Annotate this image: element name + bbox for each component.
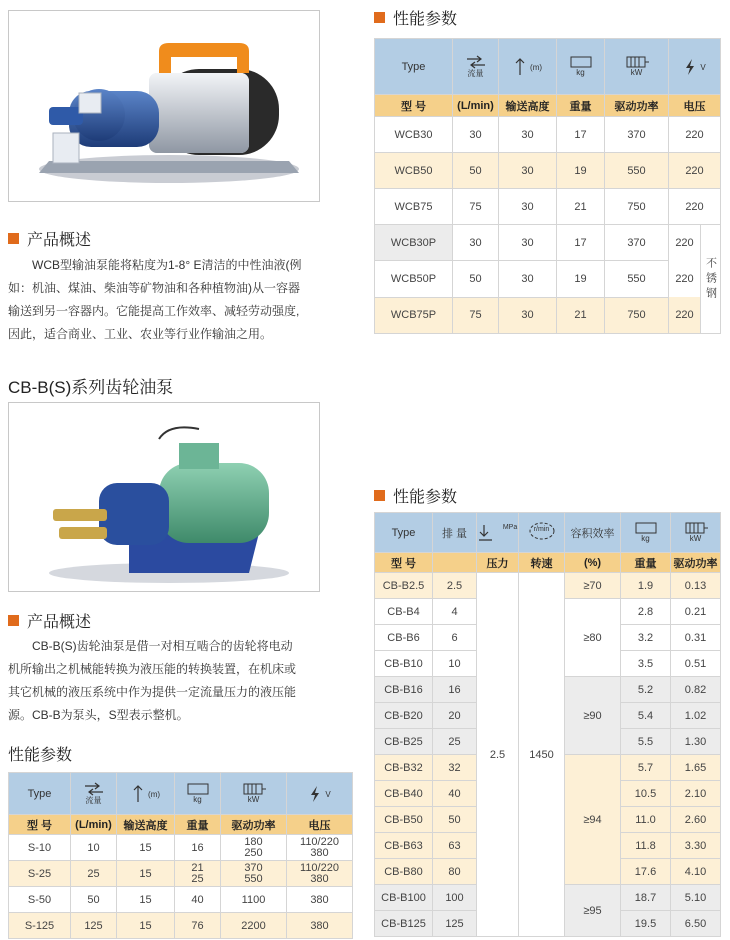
table-row: WCB50P 50 30 19 550 [375,261,721,297]
table-row: WCB50 50 30 19 550 220 [375,153,721,189]
flow-icon [465,55,487,69]
weight-icon [187,783,209,795]
header-height: (m) [499,39,557,95]
flow-icon [83,782,105,796]
wcb-pump-photo [8,10,320,202]
header-voltage: V [669,39,721,95]
header-type: Type [375,39,453,95]
table-row: WCB75P 75 30 21 750 [375,297,721,333]
table-row: CB-B4 4 ≥80 2.8 0.21 [375,599,721,625]
table-row: CB-B50 50 11.0 2.60 [375,807,721,833]
pressure-value: 2.5 [477,573,519,937]
weight-icon [570,56,592,68]
header-flow: 流量 [453,39,499,95]
cb-b-performance-table: Type 排 量 $^{MPa}$ r/min 容积效率 kg kW 型 号 压力 转速 (%) 重量 驱动功率 CB-B2.5 2.5 2.5 1450 ≥70 1.9 0.13 CB-B4 4 ≥80 2.8 0.21 CB-B6 6 3.2 0.31 CB-B10 10 3.5 0.51 CB-B16 16 ≥90 5.2 0.82 CB-B20 20 5.4 1.02 CB-B25 25 5.5 1.30 CB-B32 32 ≥94 5.7 1.65 CB-B40 40 10.5 2.10 CB-B50 50 11.0 2.60 CB-B63 63 11.8 3.30 CB-B80 80 17.6 4.10 CB-B100 100 ≥95 18.7 5.10 CB-B125 125 19.5 6.50 [374,512,721,937]
table-row: CB-B63 63 11.8 3.30 [375,833,721,859]
cb-pump-photo [8,402,320,592]
wcb-performance-title: 性能参数 [374,6,457,29]
height-arrow-icon [513,58,527,76]
table-row: S-10 10 15 16 180 250 110/220 380 [9,835,353,861]
orange-square-icon [8,233,19,244]
wcb-description: WCB型输油泵能将粘度为1-8° E清洁的中性油液(例 如：机油、煤油、柴油等矿物油和各种植物油)从一容器 输送到另一容器内。它能提高工作效率、减轻劳动强度, 因此，适合商业、工业、农业等行业作输油之用。 [8,258,302,341]
cb-b-performance-title: 性能参数 [374,484,457,507]
rotation-speed-icon: r/min [527,521,557,541]
table-row: CB-B32 32 ≥94 5.7 1.65 [375,755,721,781]
orange-square-icon [374,12,385,23]
motor-icon [625,56,649,68]
lightning-icon [683,58,697,76]
cb-pump-illustration [9,403,320,592]
weight-icon [635,522,657,534]
table-row: S-125 125 15 76 2200 380 [9,913,353,939]
header-weight: kg [557,39,605,95]
speed-value: 1450 [519,573,565,937]
table-row: CB-B16 16 ≥90 5.2 0.82 [375,677,721,703]
table-row: CB-B6 6 3.2 0.31 [375,625,721,651]
header-power: kW [605,39,669,95]
table-row: S-25 25 15 21 25 370 550 110/220 380 [9,861,353,887]
table-row: CB-B2.5 2.5 2.5 1450 ≥70 1.9 0.13 [375,573,721,599]
s-series-performance-title: 性能参数 [8,747,73,764]
pressure-icon [478,524,500,542]
table-row: S-50 50 15 40 1100 380 [9,887,353,913]
lightning-icon [308,785,322,803]
cb-description: CB-B(S)齿轮油泵是借一对相互啮合的齿轮将电动 机所输出之机械能转换为液压能的转换装置，在机床或 其它机械的液压系统中作为提供一定流量压力的液压能 源。CB-B为泵头，S型表示整机。 [8,639,297,722]
motor-icon [242,783,266,795]
wcb-pump-illustration [9,11,320,202]
cb-series-title: CB-B(S)系列齿轮油泵 [8,378,174,397]
table-row: WCB75 75 30 21 750 220 [375,189,721,225]
motor-icon [684,522,708,534]
table-row: CB-B25 25 5.5 1.30 [375,729,721,755]
table-row: CB-B80 80 17.6 4.10 [375,859,721,885]
table-row: WCB30P 30 30 17 370 220 220 220 不锈钢 [375,225,721,261]
wcb-performance-table: Type 流量 (m) kg kW V 型 号 (L/min) 输送高度 重量 驱动功率 电压 WCB30 30 30 17 370 220 WCB50 50 30 19 550 220 WCB75 75 30 21 750 220 WCB30P 30 30 17 370 220 220 220 不锈钢 WCB50P 50 30 19 550 WCB75P 75 30 21 750 [374,38,721,334]
orange-square-icon [374,490,385,501]
voltage-stainless-cell: 220 220 220 不锈钢 [669,225,721,334]
table-row: CB-B100 100 ≥95 18.7 5.10 [375,885,721,911]
table-row: CB-B40 40 10.5 2.10 [375,781,721,807]
table-row: CB-B125 125 19.5 6.50 [375,911,721,937]
wcb-description-title: 产品概述 [8,227,91,250]
height-arrow-icon [131,785,145,803]
table-row: CB-B10 10 3.5 0.51 [375,651,721,677]
table-row: CB-B20 20 5.4 1.02 [375,703,721,729]
stainless-steel-note: 不锈钢 [704,256,717,302]
cb-description-title: 产品概述 [8,609,91,632]
s-series-performance-table: Type 流量 (m) kg kW V 型 号 (L/min) 输送高度 重量 驱动功率 电压 S-10 10 15 16 180 250 110/220 380 S-25 25 15 21 25 370 550 110/220 380 S-50 50 15 40 1100 380 S-125 125 15 76 2200 380 [8,772,353,939]
table-row: WCB30 30 30 17 370 220 [375,117,721,153]
orange-square-icon [8,615,19,626]
